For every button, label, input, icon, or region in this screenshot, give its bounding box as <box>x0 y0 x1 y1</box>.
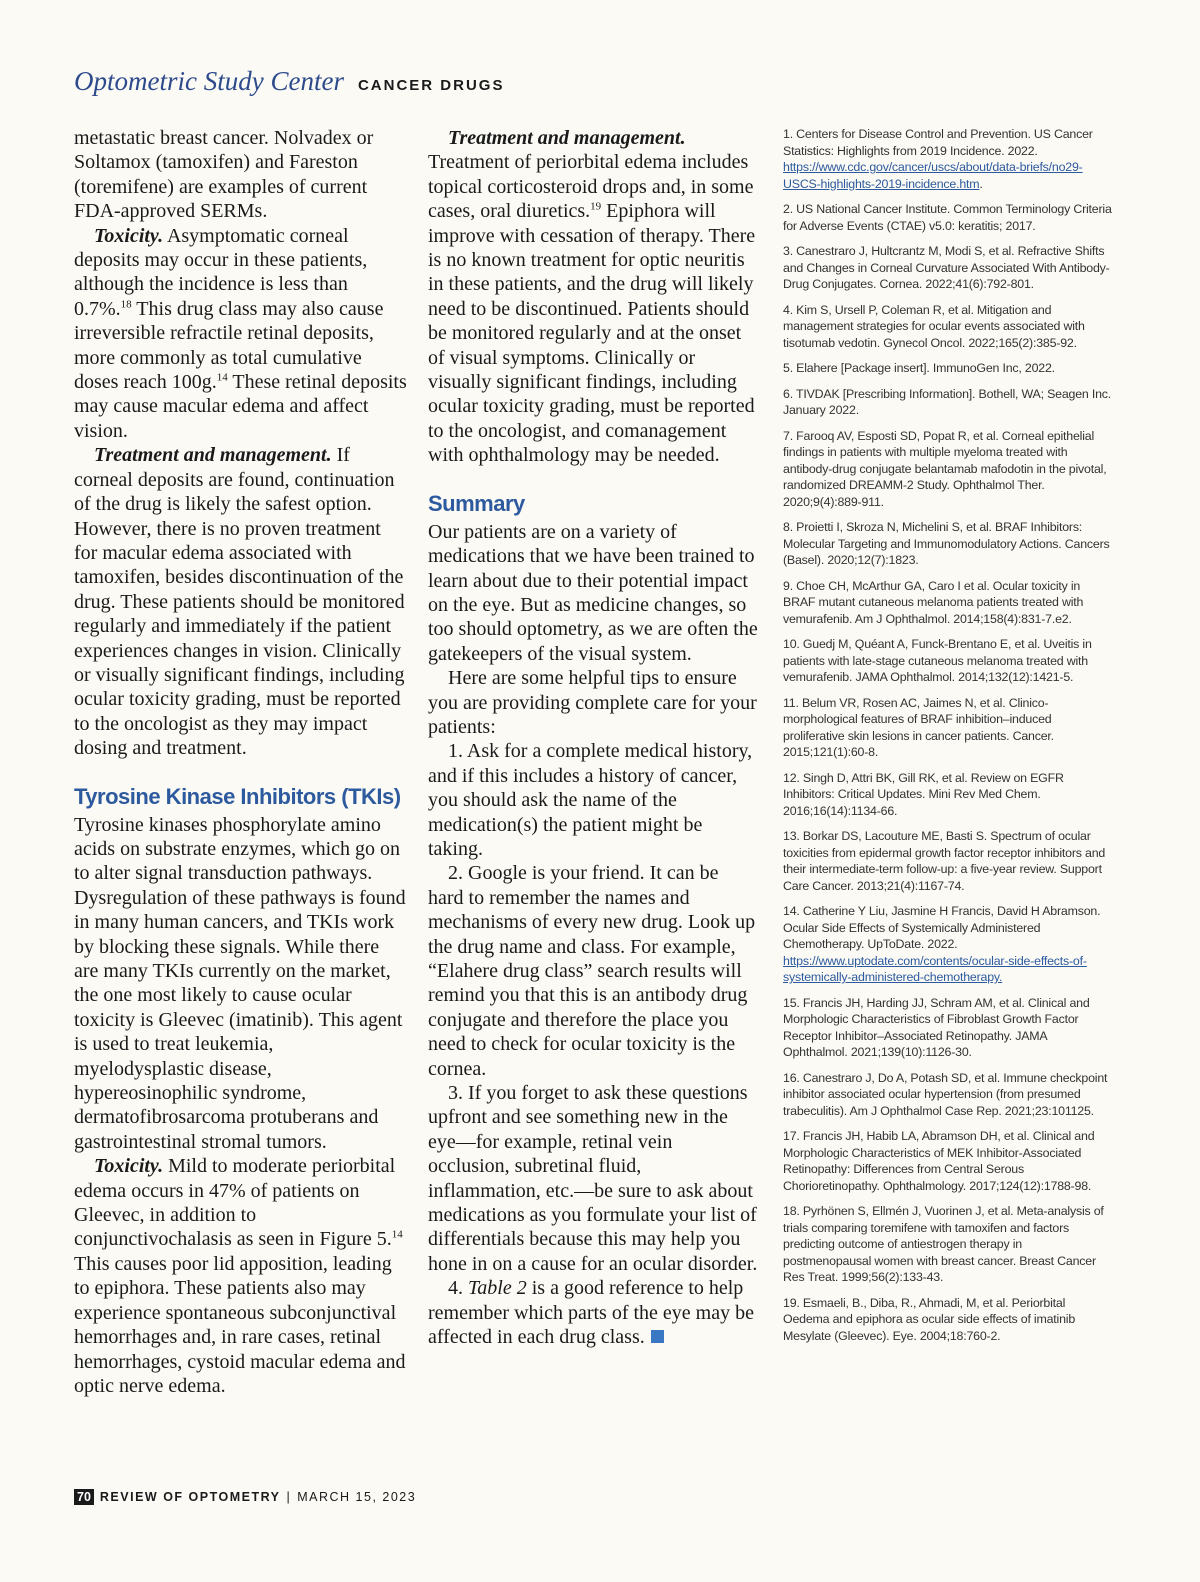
reference-item: 12. Singh D, Attri BK, Gill RK, et al. Review on EGFR Inhibitors: Critical Updates. Mini Rev Med Chem. 2016;16(14):1134-66. <box>783 770 1064 818</box>
paragraph: Toxicity. Asymptomatic corneal deposits may occur in these patients, although the incidence is less than 0.7%.$^{18}$ This drug class may also cause irreversible refractile retinal deposits, more commonly as total cumulative doses reach 100g.$^{14}$ These retinal deposits may cause macular edema and affect vision. <box>74 224 407 442</box>
reference-item: 18. Pyrhönen S, Ellmén J, Vuorinen J, et al. Meta-analysis of trials comparing toremifene with tamoxifen and factors predicting outcome of antiestrogen therapy in postmenopausal women with breast cancer. Breast Cancer Res Treat. 1999;56(2):133-43. <box>783 1204 1104 1284</box>
citation: 18 <box>120 298 132 311</box>
section-heading: Summary <box>428 490 525 516</box>
reference-item: 14. Catherine Y Liu, Jasmine H Francis, David H Abramson. Ocular Side Effects of Systemically Administered Chemotherapy. UpToDate. 2022. https://www.uptodate.com/contents/ocular-side-effects-of-systemically-administered-chemotherapy. <box>783 904 1101 984</box>
run-in-heading: Toxicity. <box>94 1155 164 1178</box>
paragraph: metastatic breast cancer. Nolvadex or Soltamox (tamoxifen) and Fareston (toremifene) are examples of current FDA-approved SERMs. <box>74 127 374 223</box>
tip-item: 4. Table 2 is a good reference to help remember which parts of the eye may be affected in each drug class. <box>428 1277 754 1349</box>
run-in-heading: Treatment and management. <box>448 127 686 149</box>
reference-item: 2. US National Cancer Institute. Common Terminology Criteria for Adverse Events (CTAE) v5.0: keratitis; 2017. <box>783 202 1112 233</box>
paragraph: Our patients are on a variety of medications that we have been trained to learn about due to their potential impact on the eye. But as medicine changes, so too should optometry, as we are often the gatekeepers of the visual system. <box>428 520 758 665</box>
run-in-heading: Toxicity. <box>94 224 164 247</box>
reference-item: 9. Choe CH, McArthur GA, Caro I et al. Ocular toxicity in BRAF mutant cutaneous melanoma patients treated with vemurafenib. Am J Ophthalmol. 2014;158(4):831-7.e2. <box>783 578 1084 626</box>
tip-item: 2. Google is your friend. It can be hard to remember the names and mechanisms of every new drug. Look up the drug name and class. For example, “Elahere drug class” search results will remind you that this is an antibody drug conjugate and therefore the place you need to check for ocular toxicity is the cornea. <box>428 862 756 1080</box>
paragraph: Tyrosine kinases phosphorylate amino acids on substrate enzymes, which go on to alter signal transduction pathways. Dysregulation of these pathways is found in many human cancers, and TKIs work by blocking these signals. While there are many TKIs currently on the market, the one most likely to cause ocular toxicity is Gleevec (imatinib). This agent is used to treat leukemia, myelodysplastic disease, hypereosinophilic syndrome, dermatofibrosarcoma protuberans and gastrointestinal stromal tumors. <box>74 813 406 1153</box>
column-2 <box>428 126 758 1350</box>
page-number: 70 <box>74 1489 94 1505</box>
running-header <box>74 66 504 106</box>
reference-item: 17. Francis JH, Habib LA, Abramson DH, et al. Clinical and Morphologic Characteristics of MEK Inhibitor-Associated Retinopathy: Differences from Central Serous Chorioretinopathy. Ophthalmology. 2017;124(12):1788-98. <box>783 1129 1095 1193</box>
column-1 <box>74 126 408 1398</box>
paragraph: Here are some helpful tips to ensure you are providing complete care for your patients: <box>428 667 757 738</box>
page-footer <box>74 1489 416 1505</box>
reference-link[interactable]: https://www.uptodate.com/contents/ocular-side-effects-of-systemically-administered-chemotherapy. <box>783 953 1087 984</box>
paragraph: Toxicity. Mild to moderate periorbital edema occurs in 47% of patients on Gleevec, in addition to conjunctivochalasis as seen in Figure 5.14 This causes poor lid apposition, leading to epiphora. These patients also may experience spontaneous subconjunctival hemorrhages and, in rare cases, retinal hemorrhages, cystoid macular edema and optic nerve edema. <box>74 1155 406 1397</box>
footer-divider: | <box>286 1490 292 1504</box>
reference-item: 7. Farooq AV, Esposti SD, Popat R, et al. Corneal epithelial findings in patients with multiple myeloma treated with antibody-drug conjugate belantamab mafodotin in the pivotal, randomized DREAMM-2 Study. Ophthalmol Ther. 2020;9(4):889-911. <box>783 428 1107 509</box>
reference-item: 3. Canestraro J, Hultcrantz M, Modi S, et al. Refractive Shifts and Changes in Corneal Curvature Associated With Antibody-Drug Conjugates. Cornea. 2022;41(6):792-801. <box>783 244 1110 291</box>
tip-item: 3. If you forget to ask these questions upfront and see something new in the eye—for example, retinal vein occlusion, subretinal fluid, inflammation, etc.—be sure to ask about medications as you formulate your list of differentials because this may help you hone in on a cause for an ocular disorder. <box>428 1082 758 1275</box>
reference-item: 1. Centers for Disease Control and Prevention. US Cancer Statistics: Highlights from 2019 Incidence. 2022. https://www.cdc.gov/cancer/uscs/about/data-briefs/no29-USCS-highlights-2019-incidence.htm. <box>783 127 1093 191</box>
citation: 14 <box>216 371 228 384</box>
reference-item: 8. Proietti I, Skroza N, Michelini S, et al. BRAF Inhibitors: Molecular Targeting and Immunomodulatory Actions. Cancers (Basel). 2020;12(7):1823. <box>783 520 1110 567</box>
magazine-name: REVIEW OF OPTOMETRY <box>99 1490 281 1504</box>
reference-item: 11. Belum VR, Rosen AC, Jaimes N, et al. Clinico-morphological features of BRAF inhibition–induced proliferative skin lesions in cancer patients. Cancer. 2015;121(1):60-8. <box>783 695 1054 759</box>
reference-item: 10. Guedj M, Quéant A, Funck-Brentano E, et al. Uveitis in patients with late-stage cutaneous melanoma treated with vemurafenib. JAMA Ophthalmol. 2014;132(12):1421-5. <box>783 637 1092 684</box>
section-heading: Tyrosine Kinase Inhibitors (TKIs) <box>74 783 401 809</box>
paragraph: Treatment and management. If corneal deposits are found, continuation of the drug is likely the safest option. However, there is no proven treatment for macular edema associated with tamoxifen, besides discontinuation of the drug. These patients should be monitored regularly and immediately if the patient experiences changes in vision. Clinically or visually significant findings, including ocular toxicity grading, must be reported to the oncologist as they may impact dosing and treatment. <box>74 444 405 760</box>
citation: 19 <box>590 200 602 213</box>
end-mark-icon <box>651 1330 664 1343</box>
run-in-heading: Treatment and management. <box>94 444 332 467</box>
paragraph: Treatment and management. Treatment of periorbital edema includes topical corticosteroid drops and, in some cases, oral diuretics.$^{19}$ Epiphora will improve with cessation of therapy. There is no known treatment for optic neuritis in these patients, and the drug will likely need to be discontinued. Patients should be monitored regularly and at the onset of visual symptoms. Clinically or visually significant findings, including ocular toxicity grading, must be reported to the oncologist, and comanagement with ophthalmology may be needed. <box>428 127 756 467</box>
reference-item: 16. Canestraro J, Do A, Potash SD, et al. Immune checkpoint inhibitor associated ocular hypertension (from presumed trabeculitis). Am J Ophthalmol Case Rep. 2021;23:101125. <box>783 1070 1108 1118</box>
reference-item: 5. Elahere [Package insert]. ImmunoGen Inc, 2022. <box>783 361 1055 375</box>
reference-item: 6. TIVDAK [Prescribing Information]. Bothell, WA; Seagen Inc. January 2022. <box>783 386 1112 417</box>
reference-item: 15. Francis JH, Harding JJ, Schram AM, et al. Clinical and Morphologic Characteristics of Fibroblast Growth Factor Receptor Inhibitor–Associated Retinopathy. JAMA Ophthalmol. 2021;139(10):1126-30. <box>783 995 1090 1059</box>
reference-item: 19. Esmaeli, B., Diba, R., Ahmadi, M, et al. Periorbital Oedema and epiphora as ocular side effects of imatinib Mesylate (Gleevec). Eye. 2004;18:760-2. <box>783 1295 1076 1343</box>
issue-date: MARCH 15, 2023 <box>297 1490 417 1504</box>
reference-item: 4. Kim S, Ursell P, Coleman R, et al. Mitigation and management strategies for ocular events associated with tisotumab vedotin. Gynecol Oncol. 2022;165(2):385-92. <box>783 302 1085 350</box>
citation: 14 <box>391 1228 403 1241</box>
section-label: CANCER DRUGS <box>357 77 505 94</box>
tip-item: 1. Ask for a complete medical history, and if this includes a history of cancer, you should ask the name of the medication(s) the patient might be taking. <box>428 740 753 860</box>
references <box>783 126 1113 1353</box>
reference-item: 13. Borkar DS, Lacouture ME, Basti S. Spectrum of ocular toxicities from epidermal growth factor receptor inhibitors and their intermediate-term follow-up: a five-year review. Support Care Cancer. 2013;21(4):1167-74. <box>783 829 1106 893</box>
reference-link[interactable]: https://www.cdc.gov/cancer/uscs/about/data-briefs/no29-USCS-highlights-2019-incidence.htm <box>783 160 1083 191</box>
brand-title: Optometric Study Center <box>74 66 344 96</box>
